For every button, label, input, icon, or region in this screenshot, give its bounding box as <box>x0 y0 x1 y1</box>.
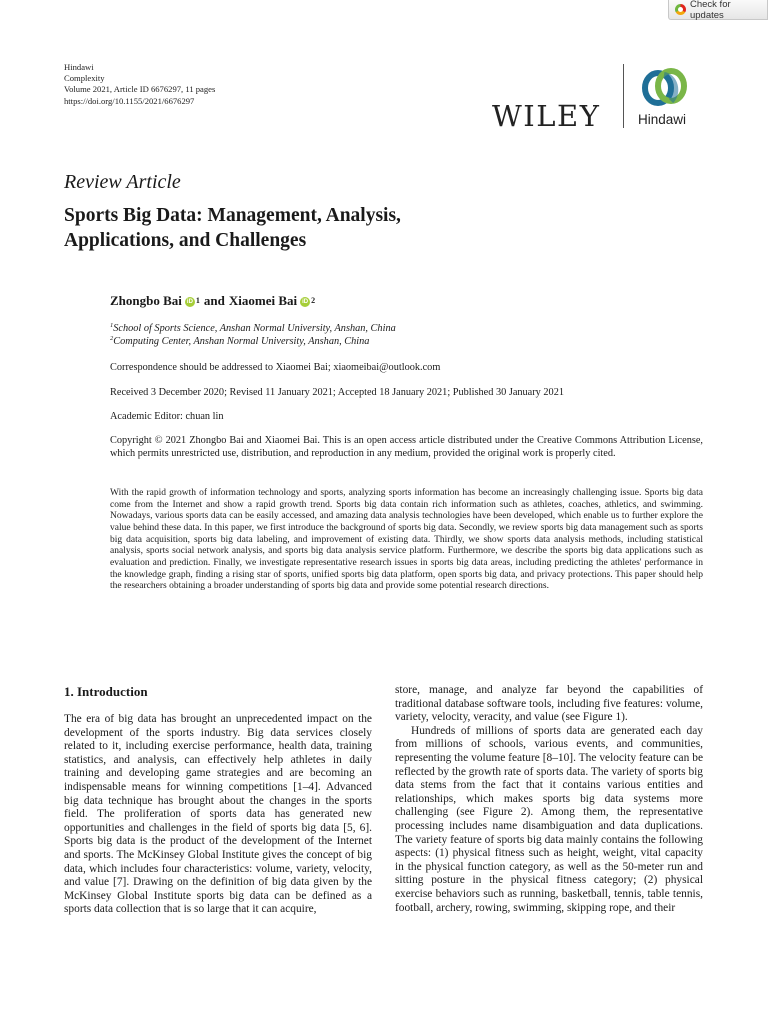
affiliation-text: Computing Center, Anshan Normal University, Anshan, China <box>113 336 370 347</box>
author-list: Zhongbo Bai iD 1 and Xiaomei Bai iD 2 <box>110 293 316 308</box>
paragraph: store, manage, and analyze far beyond the capabilities of traditional database software tools, including five features: volume, variety, velocity, veracity, and value (see Figure 1). <box>395 684 703 724</box>
abstract: With the rapid growth of information technology and sports, analyzing sports information has become an increasingly challenging issue. Sports big data come from the Internet and show a rapid growth trend. Sports big data contain rich information such as athletes, coaches, athletics, and swimming. Nowadays, various sports data can be easily accessed, and amazing data analysis technologies have been developed, which enable us to further explore the value behind these data. In this paper, we first introduce the background of sports big data. Secondly, we review sports big data management such as sports big data acquisition, sports big data labeling, and improvement of existing data. Thirdly, we show sports data analysis methods, including statistical analysis, sports social network analysis, and sports big data analysis service platform. Furthermore, we describe the sports big data applications such as evaluation and prediction. Finally, we investigate representative research issues in sports big data areas, including predicting the athletes' performance in the knowledge graph, finding a rising star of sports, unified sports big data platform, open sports big data, and privacy protections. This paper should help the researchers obtaining a broader understanding of sports big data and provide some potential research directions. <box>110 488 703 592</box>
author-name: Zhongbo Bai <box>110 293 182 308</box>
affiliation-text: School of Sports Science, Anshan Normal University, Anshan, China <box>113 323 396 334</box>
orcid-icon[interactable]: iD <box>186 299 193 305</box>
article-type: Review Article <box>64 171 181 193</box>
copyright-notice: Copyright © 2021 Zhongbo Bai and Xiaomei Bai. This is an open access article distributed under the Creative Commons Attribution License, which permits unrestricted use, distribution, and reproduction in any medium, provided the original work is properly cited. <box>110 435 703 459</box>
doi-link[interactable]: https://doi.org/10.1155/2021/6676297 <box>64 95 195 106</box>
orcid-icon[interactable]: iD <box>302 299 309 305</box>
affiliation-mark: 2 <box>110 335 114 342</box>
paragraph: The era of big data has brought an unprecedented impact on the development of the sports industry. Big data services closely related to it, including exercise performance, health data, training statistics, and analysis, can effectively help athletes in daily training and developing game strategies and are becoming an indispensable means for winning competitions [1–4]. Advanced big data technique has brought about the changes in the sports field. The proliferation of sports data has generated new opportunities and challenges in the field of sports big data [5, 6]. Sports big data is the product of the development of the Internet and sports. The McKinsey Global Institute gives the concept of big data, which includes four characteristics: volume, variety, velocity, and value [7]. Drawing on the definition of big data given by the McKinsey Global Institute sports big data can be defined as a sports data collection that is so large that it can acquire, <box>64 713 372 916</box>
volume-line: Volume 2021, Article ID 6676297, 11 pages <box>64 84 216 95</box>
academic-editor: Academic Editor: chuan lin <box>110 411 224 422</box>
author-name: Xiaomei Bai <box>228 293 298 308</box>
affiliation <box>110 323 396 334</box>
body-column-right <box>395 684 703 915</box>
correspondence: Correspondence should be addressed to Xiaomei Bai; xiaomeibai@outlook.com <box>110 362 441 373</box>
check-for-updates-button[interactable] <box>668 0 768 20</box>
wiley-logo: WILEY <box>492 99 601 133</box>
crossmark-icon <box>675 4 686 15</box>
affiliation <box>110 336 369 347</box>
article-title: Sports Big Data: Management, Analysis, Applications, and Challenges <box>64 205 401 251</box>
hindawi-logo-icon <box>637 63 693 111</box>
check-for-updates-label: Check for updates <box>689 0 731 21</box>
hindawi-logo-text: Hindawi <box>638 112 687 127</box>
body-column-left <box>64 713 372 917</box>
section-heading: 1. Introduction <box>64 684 148 699</box>
paragraph: Hundreds of millions of sports data are generated each day from millions of schools, various events, and communities, representing the volume feature [8–10]. The velocity feature can be reflected by the growth rate of sports data. The variety of sports big data stems from the fact that it contains various entities and relationships, which makes sports big data systems more challenging (see Figure 2). Among them, the representative processing includes name disambiguation and data duplications. The variety feature of sports big data mainly contains the following aspects: (1) physical fitness such as height, weight, vital capacity in the physical function category, as well as the 50-meter run and sitting posture in the physical fitness category; (2) physical exercise behaviors such as running, basketball, tennis, table tennis, football, archery, rowing, swimming, skipping rope, and their <box>395 724 703 914</box>
publisher-name: Hindawi <box>64 62 94 72</box>
affiliation-mark: 1 <box>110 322 114 329</box>
logo-divider <box>623 64 624 128</box>
journal-meta <box>64 62 215 107</box>
article-dates: Received 3 December 2020; Revised 11 January 2021; Accepted 18 January 2021; Published 30 January 2021 <box>110 387 565 398</box>
author-separator: and <box>203 293 225 308</box>
journal-name: Complexity <box>64 73 105 84</box>
